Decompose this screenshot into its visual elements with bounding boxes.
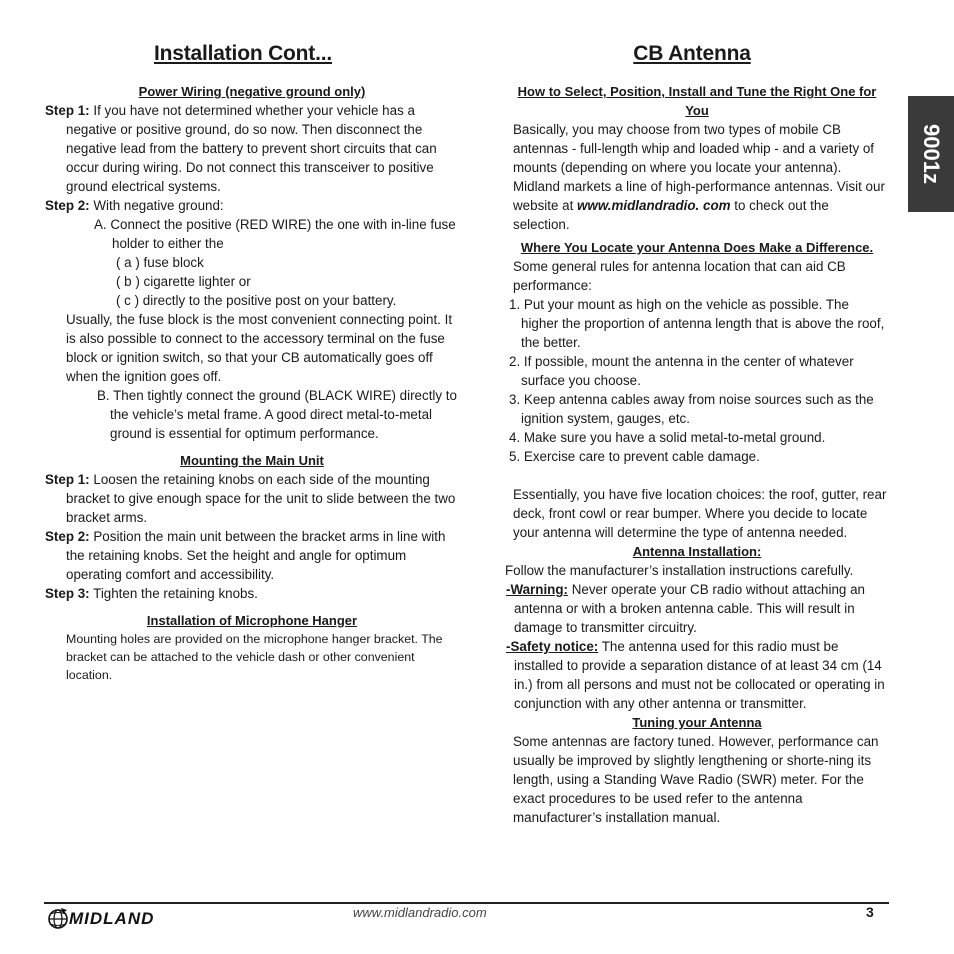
location-rule-2: 2. If possible, mount the antenna in the center of whatever surface you choose.: [509, 354, 854, 388]
power-step-2a: A. Connect the positive (RED WIRE) the one with in-line fuse holder to either the: [94, 217, 456, 251]
tuning-text: Some antennas are factory tuned. However, performance can usually be improved by slightly lengthening or shorte-ning its length, using a Standing Wave Radio (SWR) meter. For the exact procedures to be used refer to the antenna manufacturer’s installation manual.: [513, 734, 879, 825]
mounting-heading: Mounting the Main Unit: [180, 453, 324, 468]
location-rule-3: 3. Keep antenna cables away from noise sources such as the ignition system, gauges, etc.: [509, 392, 874, 426]
page-number: 3: [866, 904, 874, 920]
follow-instructions: Follow the manufacturer’s installation instructions carefully.: [505, 563, 854, 578]
globe-icon: [47, 906, 69, 932]
power-step-2b: B. Then tightly connect the ground (BLACK WIRE) directly to the vehicle’s metal frame. A good direct metal-to-metal ground is essential for optimum performance.: [97, 388, 457, 441]
power-step-1: Step 1: If you have not determined whether your vehicle has a negative or positive ground, do so now. Then disconnect the negative lead from the battery to prevent short circuits that can occur during wiring. Do not connect this transceiver to positive ground electrical systems.: [45, 103, 437, 194]
fuse-block-note: Usually, the fuse block is the most convenient connecting point. It is also possible to connect to the accessory terminal on the fuse block or ignition switch, so that your CB automatically goes off when the ignition goes off.: [66, 312, 453, 384]
installation-cont-title: Installation Cont...: [154, 42, 332, 65]
footer-divider: [44, 902, 889, 904]
select-antenna-heading: How to Select, Position, Install and Tune the Right One for You: [517, 84, 877, 118]
midland-logo: [47, 906, 177, 932]
microphone-heading: Installation of Microphone Hanger: [146, 613, 358, 628]
location-choices: Essentially, you have five location choices: the roof, gutter, rear deck, front cowl or rear bumper. Where you decide to locate your antenna will determine the type of antenna needed.: [513, 487, 887, 540]
model-number: 9001z: [919, 124, 945, 184]
location-rule-1: 1. Put your mount as high on the vehicle as possible. The higher the proportion of antenna length that is above the roof, the better.: [509, 297, 885, 350]
option-cigarette-lighter: ( b ) cigarette lighter or: [116, 274, 251, 289]
mounting-step-2: Step 2: Position the main unit between the bracket arms in line with the retaining knobs. Set the height and angle for optimum operating comfort and accessibility.: [45, 529, 446, 582]
power-step-2: Step 2: With negative ground:: [45, 198, 224, 213]
warning-notice: -Warning: Never operate your CB radio without attaching an antenna or with a broken antenna cable. This will result in damage to transmitter circuitry.: [506, 582, 865, 635]
cb-antenna-title: CB Antenna: [633, 42, 751, 65]
location-rule-5: 5. Exercise care to prevent cable damage.: [509, 449, 760, 464]
power-wiring-heading: Power Wiring (negative ground only): [138, 84, 366, 99]
antenna-installation-heading: Antenna Installation:: [632, 544, 762, 559]
website-link[interactable]: www.midlandradio. com: [577, 198, 731, 213]
left-column: [42, 40, 462, 684]
mounting-step-3: Step 3: Tighten the retaining knobs.: [45, 586, 258, 601]
location-rule-4: 4. Make sure you have a solid metal-to-metal ground.: [509, 430, 826, 445]
location-heading: Where You Locate your Antenna Does Make a Difference.: [520, 240, 874, 255]
footer-url[interactable]: www.midlandradio.com: [353, 905, 487, 920]
model-side-tab: [908, 96, 954, 212]
tuning-heading: Tuning your Antenna: [632, 715, 762, 730]
location-intro: Some general rules for antenna location that can aid CB performance:: [513, 259, 846, 293]
mounting-step-1: Step 1: Loosen the retaining knobs on each side of the mounting bracket to give enough space for the unit to slide between the two bracket arms.: [45, 472, 456, 525]
select-antenna-text: Basically, you may choose from two types of mobile CB antennas - full-length whip and loaded whip - and a variety of mounts (depending on where you locate your antenna). Midland markets a line of high-performance antennas. Visit our website at www.midlandradio. com to check out the selection.: [513, 122, 885, 232]
option-fuse-block: ( a ) fuse block: [116, 255, 204, 270]
microphone-text: Mounting holes are provided on the microphone hanger bracket. The bracket can be attached to the vehicle dash or other convenient location.: [66, 632, 443, 682]
right-column: [505, 40, 889, 827]
option-battery-post: ( c ) directly to the positive post on your battery.: [116, 293, 397, 308]
logo-wordmark: MIDLAND: [69, 909, 155, 928]
safety-notice: -Safety notice: The antenna used for this radio must be installed to provide a separation distance of at least 34 cm (14 in.) from all persons and must not be collocated or operating in conjunction with any other antenna or transmitter.: [506, 639, 885, 711]
